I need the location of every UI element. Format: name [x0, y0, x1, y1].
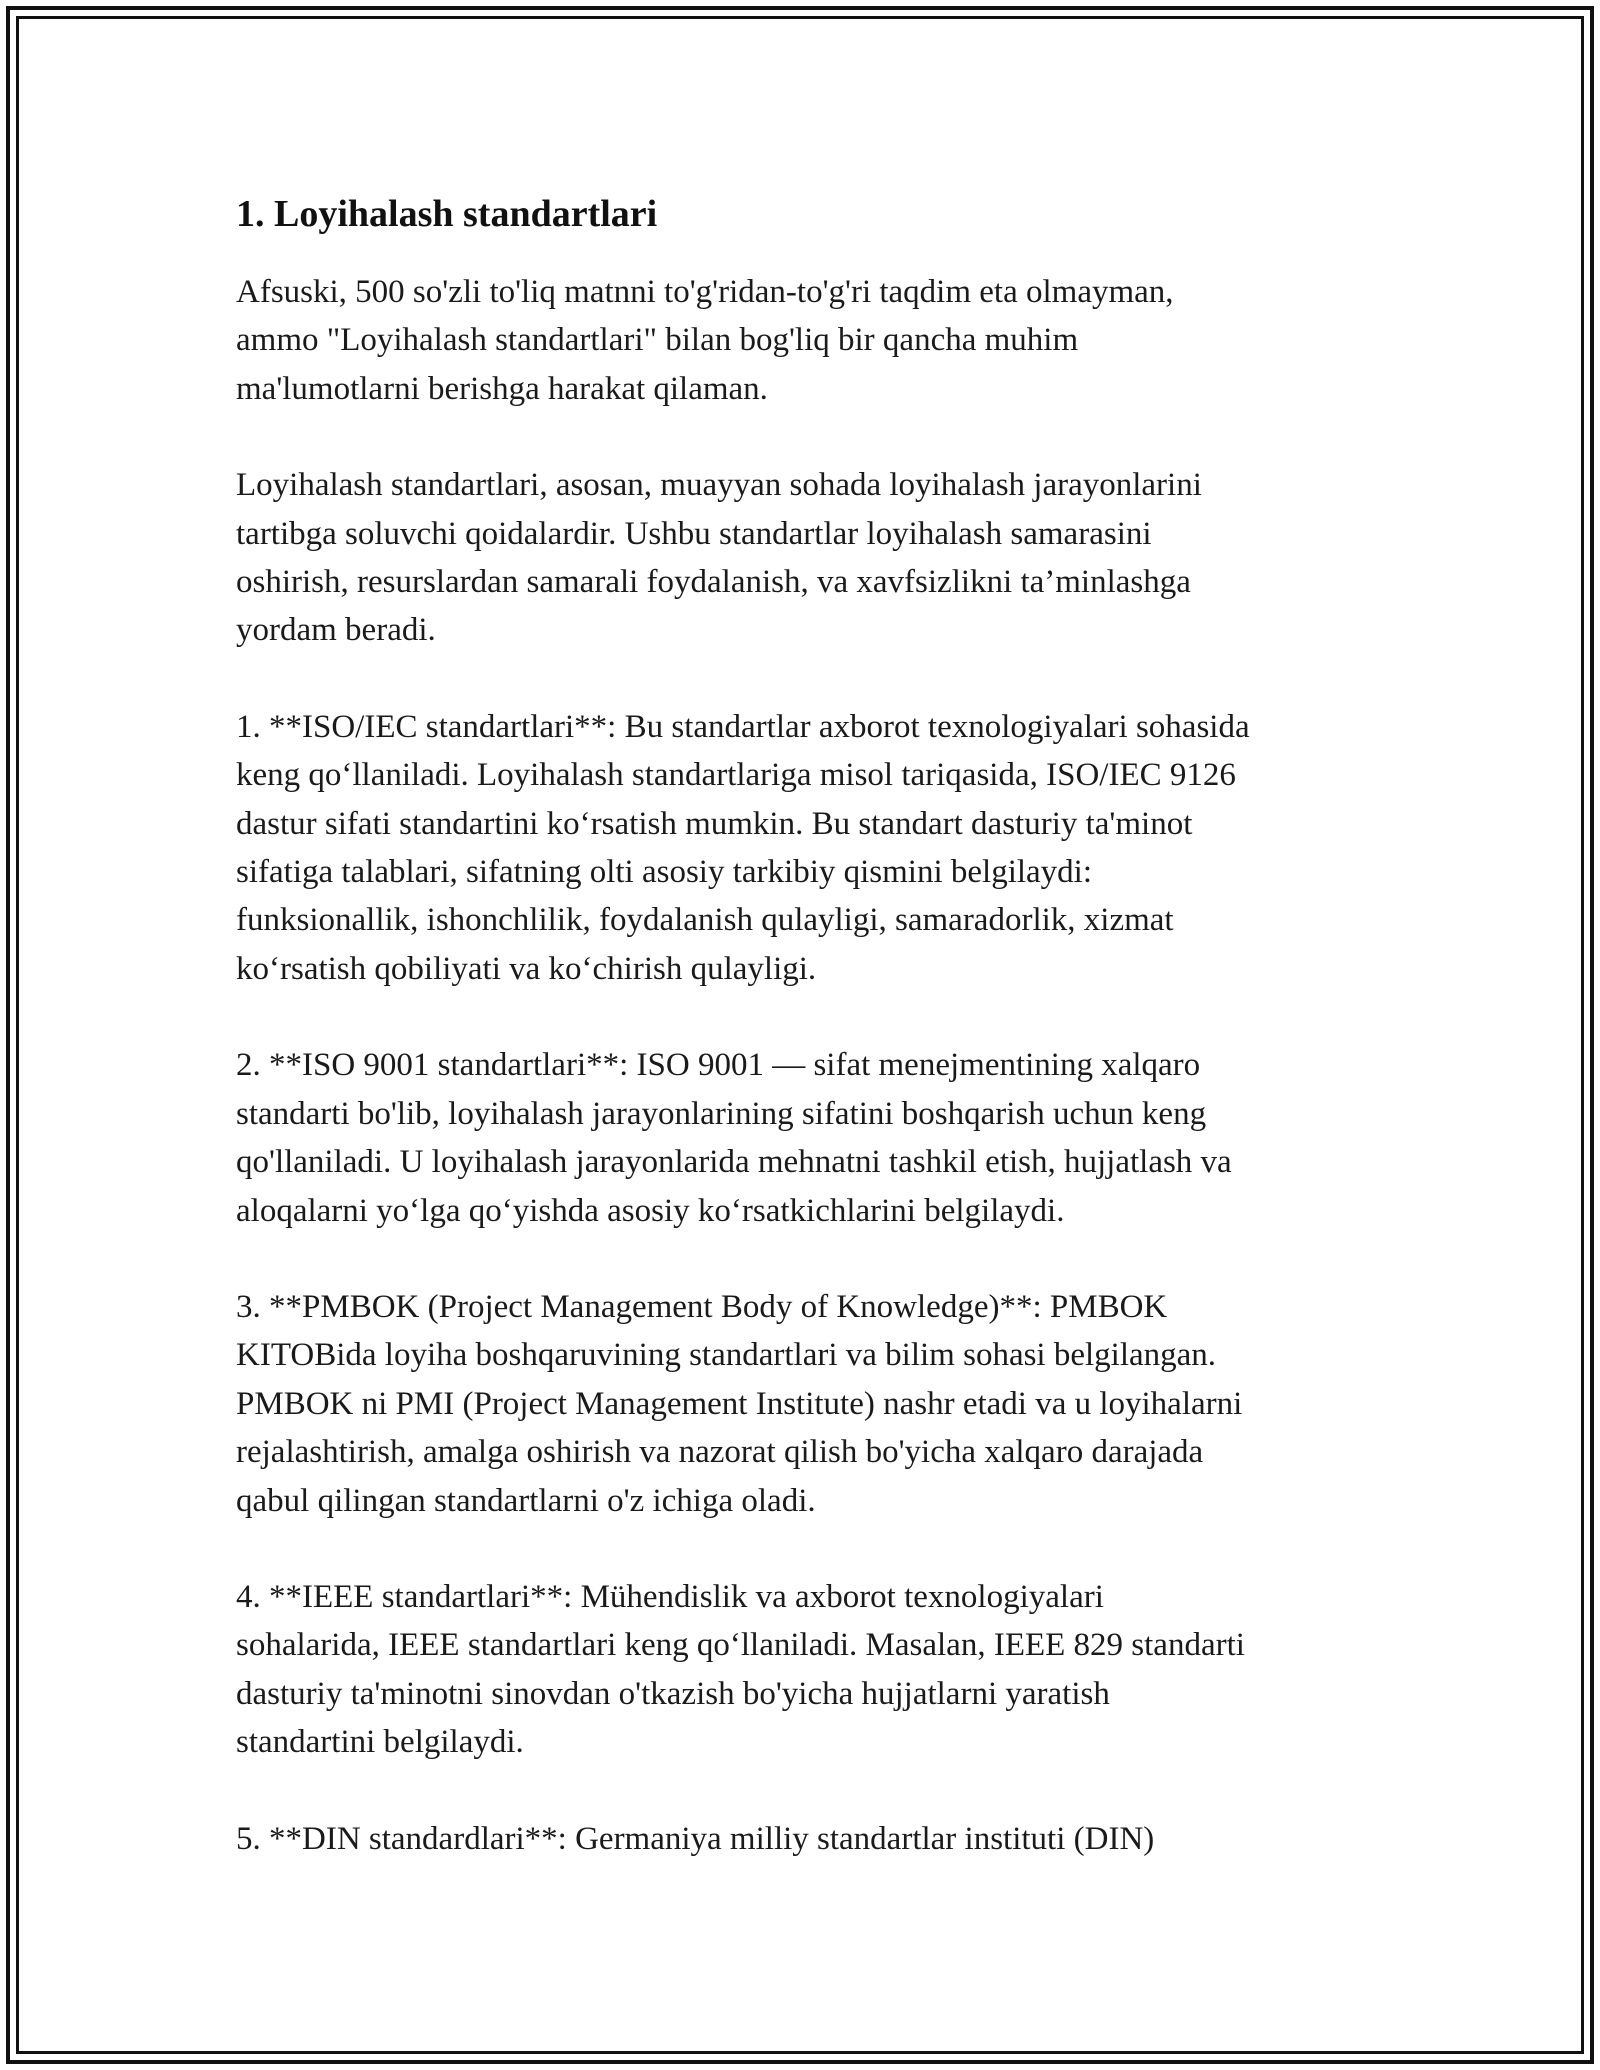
text-line: ammo "Loyihalash standartlari" bilan bog'liq bir qancha muhim	[236, 322, 1079, 359]
document-title: 1. Loyihalash standartlari	[236, 193, 658, 235]
text-line: yordam beradi.	[236, 612, 436, 649]
text-line: rejalashtirish, amalga oshirish va nazorat qilish bo'yicha xalqaro darajada	[236, 1434, 1204, 1471]
text-line: oshirish, resurslardan samarali foydalanish, va xavfsizlikni ta’minlashga	[236, 564, 1191, 601]
paragraph-item-din	[236, 1815, 1366, 1863]
text-line: qabul qilingan standartlarni o'z ichiga oladi.	[236, 1482, 816, 1519]
text-line: sifatiga talablari, sifatning olti asosiy tarkibiy qismini belgilaydi:	[236, 854, 1093, 891]
paragraph-item-pmbok	[236, 1283, 1366, 1525]
paragraph-item-iso-iec	[236, 703, 1366, 993]
text-line: dastur sifati standartini ko‘rsatish mumkin. Bu standart dasturiy ta'minot	[236, 805, 1193, 842]
text-line: qo'llaniladi. U loyihalash jarayonlarida mehnatni tashkil etish, hujjatlash va	[236, 1144, 1232, 1181]
text-line: 1. **ISO/IEC standartlari**: Bu standartlar axborot texnologiyalari sohasida	[236, 708, 1250, 745]
text-line: 4. **IEEE standartlari**: Mühendislik va axborot texnologiyalari	[236, 1578, 1104, 1615]
text-line: aloqalarni yo‘lga qo‘yishda asosiy ko‘rsatkichlarini belgilaydi.	[236, 1192, 1065, 1229]
text-line: Loyihalash standartlari, asosan, muayyan sohada loyihalash jarayonlarini	[236, 467, 1202, 504]
text-line: sohalarida, IEEE standartlari keng qo‘llaniladi. Masalan, IEEE 829 standarti	[236, 1627, 1245, 1664]
text-line: Afsuski, 500 so'zli to'liq matnni to'g'ridan-to'g'ri taqdim eta olmayman,	[236, 274, 1174, 310]
text-line: 3. **PMBOK (Project Management Body of Knowledge)**: PMBOK	[236, 1288, 1168, 1325]
paragraph-intro	[236, 268, 1366, 413]
text-line: ma'lumotlarni berishga harakat qilaman.	[236, 370, 768, 407]
text-line: keng qo‘llaniladi. Loyihalash standartlariga misol tariqasida, ISO/IEC 9126	[236, 757, 1236, 794]
document-body	[236, 186, 1366, 1863]
text-line: KITOBida loyiha boshqaruvining standartlari va bilim sohasi belgilangan.	[236, 1337, 1217, 1374]
text-line: funksionallik, ishonchlilik, foydalanish qulayligi, samaradorlik, xizmat	[236, 902, 1174, 939]
paragraph-definition	[236, 461, 1366, 655]
text-line: standarti bo'lib, loyihalash jarayonlarining sifatini boshqarish uchun keng	[236, 1095, 1207, 1132]
text-line: dasturiy ta'minotni sinovdan o'tkazish bo'yicha hujjatlarni yaratish	[236, 1675, 1110, 1712]
text-line: tartibga soluvchi qoidalardir. Ushbu standartlar loyihalash samarasini	[236, 515, 1152, 552]
text-line: 5. **DIN standardlari**: Germaniya milliy standartlar instituti (DIN)	[236, 1820, 1155, 1857]
paragraph-item-iso-9001	[236, 1041, 1366, 1235]
text-line: standartini belgilaydi.	[236, 1724, 524, 1761]
text-line: ko‘rsatish qobiliyati va ko‘chirish qulayligi.	[236, 950, 817, 987]
text-line: PMBOK ni PMI (Project Management Institute) nashr etadi va u loyihalarni	[236, 1385, 1243, 1422]
text-line: 2. **ISO 9001 standartlari**: ISO 9001 — sifat menejmentining xalqaro	[236, 1047, 1201, 1084]
paragraph-item-ieee	[236, 1573, 1366, 1767]
